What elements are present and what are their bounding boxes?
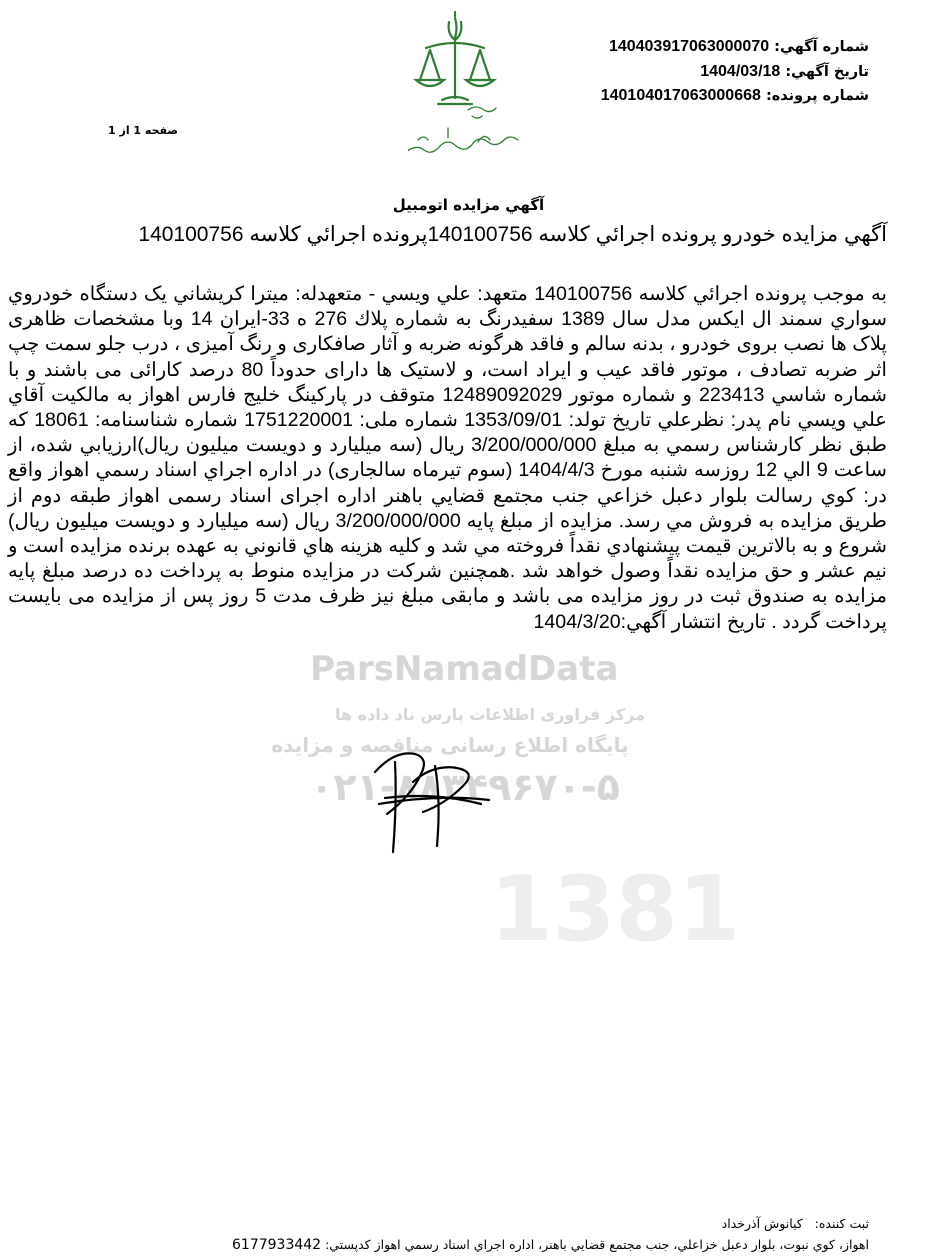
watermark-line1: مرکز فراوری اطلاعات پارس ناد داده ها bbox=[335, 705, 645, 724]
case-number-row bbox=[601, 87, 869, 105]
signature-icon bbox=[365, 742, 505, 862]
registrar-row bbox=[232, 1216, 869, 1231]
case-number-value: 140104017063000668 bbox=[600, 87, 761, 104]
footer bbox=[232, 1216, 869, 1253]
address-row bbox=[232, 1237, 869, 1253]
case-number-label: شماره پرونده: bbox=[765, 88, 869, 104]
notice-number-label: شماره آگهي: bbox=[774, 39, 869, 55]
notice-date-value: 1404/03/18 bbox=[700, 63, 781, 80]
watermark-phone: ۰۲۱-۸۸۳۴۹۶۷۰-۵ bbox=[310, 765, 620, 809]
notice-date-label: تاريخ آگهي: bbox=[785, 64, 869, 80]
notice-body: به موجب پرونده اجرائي كلاسه 140100756 متعهد: علي ويسي - متعهدله: ميترا كريشاني يک دستگاه خودروي سواري سمند ال ايكس مدل سال 1389 سفيدرنگ به شماره پلاك 276 ه 33-ايران 14 وبا مشخصات ظاهری پلاک ها نصب بروی خودرو ، بدنه سالم و فاقد هرگونه ضربه و آثار صافکاری و رنگ آمیزی ، درب جلو سمت چپ اثر ضربه تصادف ، موتور فاقد عیب و ایراد است، و لاستیک ها دارای حدوداً 80 درصد کارائی می باشند و با شماره شاسي 223413 و شماره موتور 12489092029 متوقف در پاركينگ خليج فارس اهواز به مالكيت آقاي علي ويسي نام پدر: نظرعلي تاريخ تولد: 1353/09/01 شماره ملی: 1751220001 شماره شناسنامه: 18061 كه طبق نظر كارشناس رسمي به مبلغ 3/200/000/000 ريال (سه ميليارد و دويست ميليون ريال)ارزيابي شده، از ساعت 9 الي 12 روزسه شنبه مورخ 1404/4/3 (سوم تیرماه سالجاری) در اداره اجراي اسناد رسمي اهواز واقع در: كوي رسالت بلوار دعبل خزاعي جنب مجتمع قضايي باهنر اداره اجرای اسناد رسمی اهواز طبقه دوم از طريق مزايده به فروش مي رسد. مزايده از مبلغ پايه 3/200/000/000 ريال (سه ميليارد و دويست ميليون ريال) شروع و به بالاترين قيمت پيشنهادي نقداً فروخته مي شد و كليه هزينه هاي قانوني به عهده برنده مزايده است و نيم عشر و حق مزايده نقداً وصول خواهد شد .همچنین شرکت در مزایده منوط به پرداخت ده درصد مبلغ پایه مزایده به صندوق ثبت در روز مزایده می باشد و مابقی مبلغ نیز ظرف مدت 5 روز پس از مزایده می بایست پرداخت گردد . تاريخ انتشار آگهي:1404/3/20 bbox=[8, 283, 888, 633]
registrar-name: كيانوش آذرخداد bbox=[721, 1216, 803, 1231]
notice-date-row bbox=[700, 63, 869, 81]
iran-emblem-scales-icon bbox=[408, 4, 548, 162]
watermark-number: 1381 bbox=[490, 857, 740, 962]
notice-number-row bbox=[609, 38, 869, 56]
document-subtitle: آگهي مزايده خودرو پرونده اجرائي كلاسه 140100756پرونده اجرائي كلاسه 140100756 bbox=[138, 223, 887, 246]
postal-code: 6177933442 bbox=[232, 1237, 322, 1253]
registrar-label: ثبت كننده: bbox=[814, 1216, 869, 1231]
watermark-line2: پایگاه اطلاع رسانی مناقصه و مزایده bbox=[271, 733, 629, 757]
notice-number-value: 140403917063000070 bbox=[608, 38, 770, 55]
footer-address: اهواز، كوي نبوت، بلوار دعبل خزاعلي، جنب مجتمع قضايي باهنر، اداره اجراي اسناد رسمي اهواز كدپستي: bbox=[325, 1237, 869, 1252]
watermark-brand: ParsNamadData bbox=[310, 649, 619, 689]
page-indicator: صفحه 1 از 1 bbox=[108, 124, 179, 137]
document-title: آگهي مزايده اتومبيل bbox=[392, 196, 545, 214]
